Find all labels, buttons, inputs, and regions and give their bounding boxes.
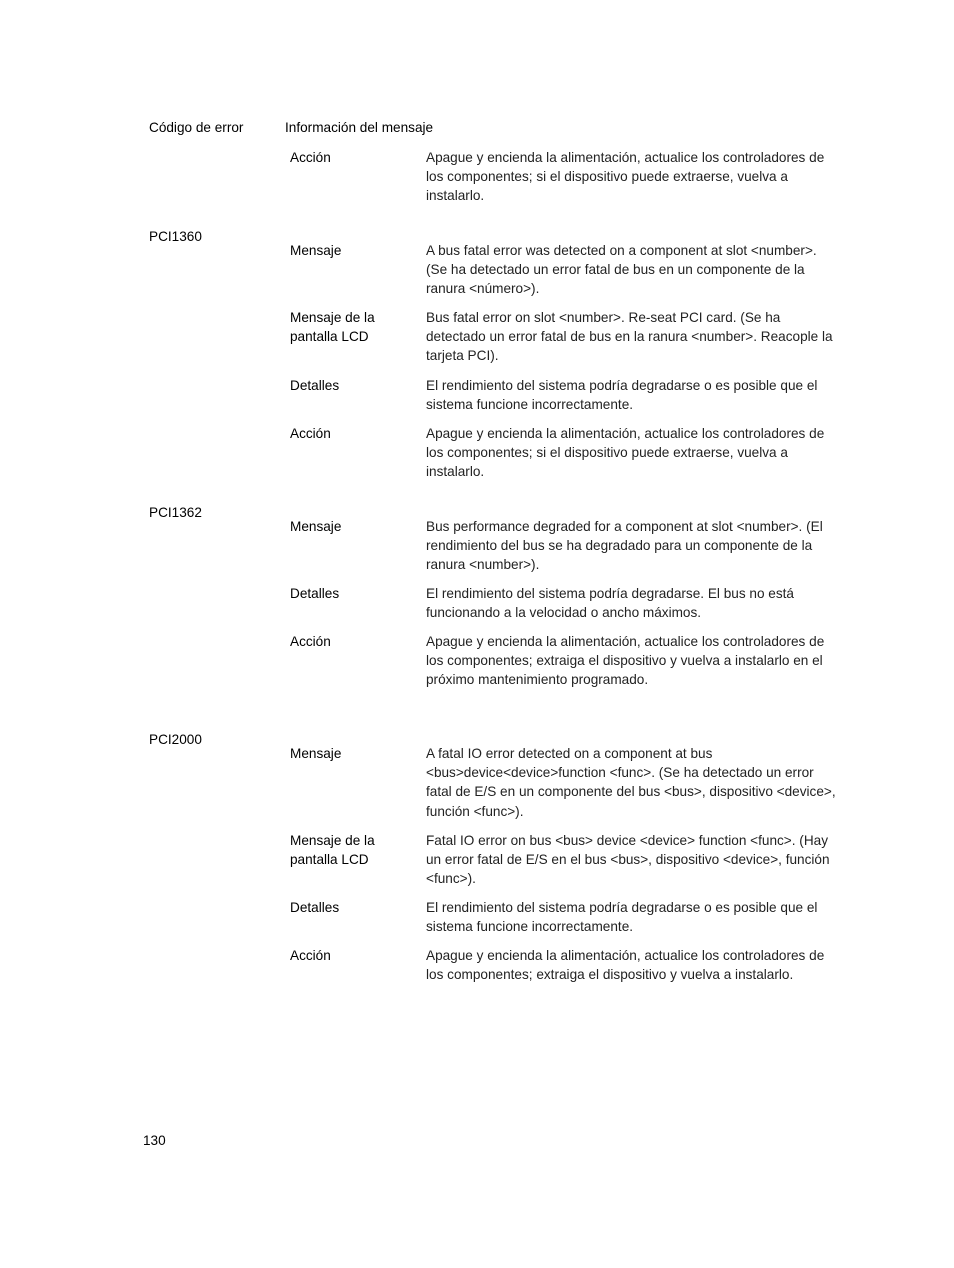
row-text-detalles: El rendimiento del sistema podría degradarse o es posible que el sistema funcione incorrectamente.: [426, 900, 818, 935]
row-text-mensaje: A bus fatal error was detected on a component at slot <number>. (Se ha detectado un error fatal de bus en un componente de la ranura <número>).: [426, 243, 817, 297]
row-label-detalles: Detalles: [290, 900, 340, 915]
row-label-mensaje: Mensaje: [290, 243, 342, 258]
column-header-error-code: Código de error: [149, 120, 244, 135]
row-label-accion: Acción: [290, 634, 331, 649]
row-text-detalles: El rendimiento del sistema podría degradarse. El bus no está funcionando a la velocidad o ancho máximos.: [426, 586, 794, 621]
row-text-accion: Apague y encienda la alimentación, actualice los controladores de los componentes; si el dispositivo puede extraerse, vuelva a instalarlo.: [426, 150, 825, 204]
error-code: PCI1362: [149, 505, 202, 520]
row-label-mensaje: Mensaje: [290, 746, 342, 761]
row-text-mensaje-lcd: Bus fatal error on slot <number>. Re-seat PCI card. (Se ha detectado un error fatal de bus en la ranura <number>. Reacople la tarjeta PCI).: [426, 310, 833, 364]
row-label-mensaje: Mensaje: [290, 519, 342, 534]
row-text-mensaje-lcd: Fatal IO error on bus <bus> device <device> function <func>. (Hay un error fatal de E/S en el bus <bus>, dispositivo <device>, función <func>).: [426, 833, 830, 887]
page-number: 130: [143, 1133, 166, 1148]
row-text-detalles: El rendimiento del sistema podría degradarse o es posible que el sistema funcione incorrectamente.: [426, 378, 818, 413]
row-text-accion: Apague y encienda la alimentación, actualice los controladores de los componentes; extraiga el dispositivo y vuelva a instalarlo.: [426, 948, 825, 983]
row-label-mensaje-lcd: Mensaje de la pantalla LCD: [290, 833, 375, 868]
row-label-accion: Acción: [290, 948, 331, 963]
row-text-mensaje: A fatal IO error detected on a component at bus <bus>device<device>function <func>. (Se ha detectado un error fatal de E/S en un componente del bus <bus>, dispositivo <device>, función <func>).: [426, 746, 836, 819]
row-label-mensaje-lcd: Mensaje de la pantalla LCD: [290, 310, 375, 345]
row-text-mensaje: Bus performance degraded for a component at slot <number>. (El rendimiento del bus se ha degradado para un componente de la ranura <number>).: [426, 519, 823, 573]
row-text-accion: Apague y encienda la alimentación, actualice los controladores de los componentes; si el dispositivo puede extraerse, vuelva a instalarlo.: [426, 426, 825, 480]
column-header-message-info: Información del mensaje: [285, 120, 434, 135]
row-label-detalles: Detalles: [290, 378, 340, 393]
row-label-detalles: Detalles: [290, 586, 340, 601]
row-label-accion: Acción: [290, 150, 331, 165]
row-label-accion: Acción: [290, 426, 331, 441]
error-code: PCI1360: [149, 229, 202, 244]
error-code: PCI2000: [149, 732, 202, 747]
row-text-accion: Apague y encienda la alimentación, actualice los controladores de los componentes; extraiga el dispositivo y vuelva a instalarlo en el próximo mantenimiento programado.: [426, 634, 825, 688]
